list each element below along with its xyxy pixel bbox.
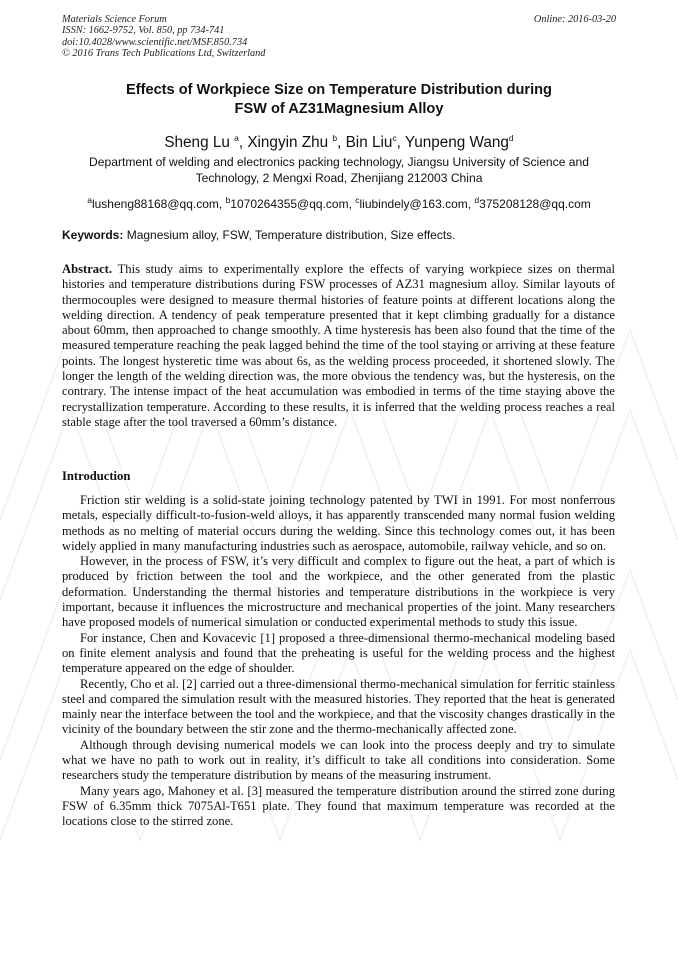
affiliation: Department of welding and electronics packing technology, Jiangsu University of Science and Technology, 2 Mengxi Road, Zhenjiang 212003 China (89, 155, 589, 185)
author-emails: $^a$lusheng88168@qq.com, $^b$1070264355@qq.com, $^c$liubindely@163.com, $^d$375208128@qq.com (87, 195, 591, 211)
author-sup: c (392, 133, 397, 143)
author-name: Xingyin Zhu (247, 134, 329, 152)
keywords-label: Keywords: (62, 228, 124, 242)
author-name: Sheng Lu (164, 134, 230, 152)
email-link[interactable]: 1070264355@qq.com (230, 197, 349, 211)
author-name: Bin Liu (345, 134, 393, 152)
paragraph: Many years ago, Mahoney et al. [3] measured the temperature distribution around the stirred zone during FSW of 6.35mm thick 7075Al-T651 plate. They found that maximum temperature was recorded at the locations close to the stirred zone. (62, 783, 615, 829)
paragraph: However, in the process of FSW, it’s very difficult and complex to figure out the heat, a part of which is produced by friction between the tool and the workpiece, and the other generated from the plastic deformation. Understanding the thermal histories and temperature distributions in the workpiece is very important, because it influences the microstructure and mechanical properties of the joint. Many researchers have proposed models of numerical simulation or conducted experimental methods to study this issue. (62, 554, 615, 630)
issn-line: ISSN: 1662-9752, Vol. 850, pp 734-741 (62, 25, 225, 37)
paragraph: Recently, Cho et al. [2] carried out a three-dimensional thermo-mechanical simulation for ferritic stainless steel and compared the simulation result with the measured histories. They reported that the heat is generated mainly near the interface between the tool and the workpiece, and that the viscosity changes drastically in the vicinity of the boundary between the stir zone and the thermo-mechanically affected zone. (62, 676, 615, 737)
paragraph: Friction stir welding is a solid-state joining technology patented by TWI in 1991. For most nonferrous metals, especially difficult-to-fusion-weld alloys, it has apparently transcended many normal fusion welding methods as no melting of material occurs during the welding. Since this technology comes out, it has been widely applied in many manufacturing industries such as aerospace, automobile, railway vehicle, and so on. (62, 493, 615, 553)
author-sup: d (508, 133, 514, 143)
email-link[interactable]: liubindely@163.com (359, 197, 468, 211)
email-sup: a (87, 195, 92, 205)
email-sup: c (355, 195, 360, 205)
doi-line: doi:10.4028/www.scientific.net/MSF.850.734 (62, 36, 248, 48)
email-link[interactable]: lusheng88168@qq.com (91, 197, 219, 211)
online-date: Online: 2016-03-20 (533, 14, 616, 25)
paragraph: Although through devising numerical models we can look into the process deeply and try to simulate what we have no path to work out in reality, it’s difficult to take all conditions into consideration. Some researchers study the temperature distribution by means of the measuring instrument. (62, 737, 615, 783)
title-line-2: FSW of AZ31Magnesium Alloy (234, 101, 444, 117)
introduction-heading: Introduction (62, 469, 131, 483)
author-sup: a (234, 133, 239, 143)
email-sup: d (474, 195, 480, 205)
journal-header (62, 14, 265, 60)
email-link[interactable]: 375208128@qq.com (479, 197, 591, 211)
author-list: Sheng Lu $^a$, Xingyin Zhu $^b$, Bin Liu$^c$, Yunpeng Wang$^d$ (164, 133, 514, 152)
author-name: Yunpeng Wang (404, 134, 509, 152)
title-line-1: Effects of Workpiece Size on Temperature Distribution during (126, 82, 552, 98)
paragraph: For instance, Chen and Kovacevic [1] proposed a three-dimensional thermo-mechanical modeling based on finite element analysis and found that the preheating is useful for the welding process and the highest temperature appeared on the edge of shoulder. (62, 630, 615, 676)
introduction-body (62, 493, 615, 830)
journal-name: Materials Science Forum (62, 14, 167, 25)
keywords (62, 228, 616, 243)
abstract-label: Abstract. (62, 262, 113, 276)
paper-title (40, 81, 638, 119)
copyright-line: © 2016 Trans Tech Publications Ltd, Switzerland (62, 48, 266, 60)
abstract-text: This study aims to experimentally explore the effects of varying workpiece sizes on thermal histories and temperature distributions during FSW processes of AZ31 magnesium alloy. Similar layouts of thermocouples were designed to measure thermal histories of feature points at different locations along the welding direction. A tendency of peak temperature presented that it kept climbing gradually for a distance about 60mm, then approached to change smoothly. A time hysteresis has been also found that the time of the measured temperature reaching the peak lagged behind the time of the tool staying or arriving at these feature points. The longest hysteretic time was about 6s, as the welding process proceeded, it shortened slowly. The longer the length of the welding direction was, the more obvious the tendency was, but the hysteresis, on the contrary. The intense impact of the heat accumulation was embodied in terms of the time staying above the recrystallization temperature. According to these results, it is inferred that the welding process reaches a real stable stage after the tool traversed a 60mm’s distance. (62, 262, 615, 429)
email-sup: b (225, 195, 231, 205)
abstract (62, 262, 615, 430)
keywords-text: Magnesium alloy, FSW, Temperature distribution, Size effects. (126, 228, 456, 242)
author-sup: b (332, 133, 338, 143)
